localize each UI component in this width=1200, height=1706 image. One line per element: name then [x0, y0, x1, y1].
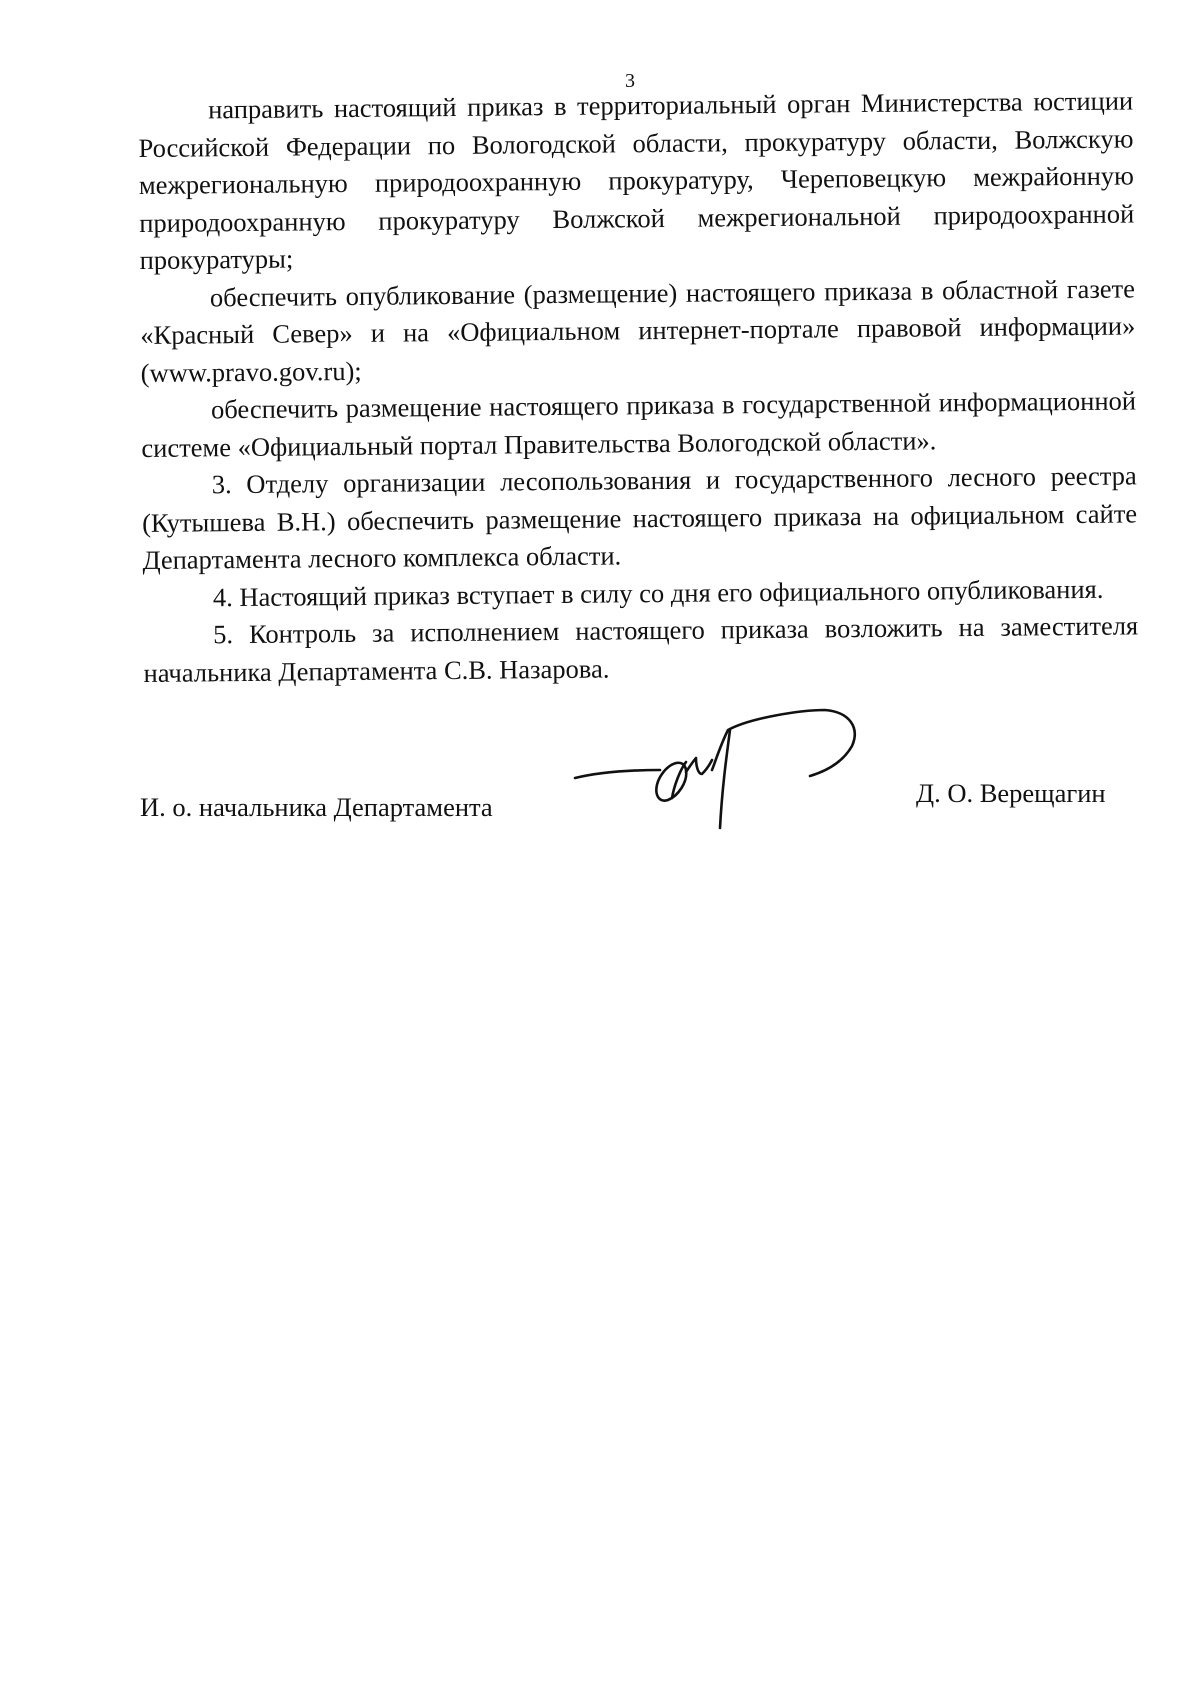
paragraph-item-5: 5. Контроль за исполнением настоящего приказа возложить на заместителя начальника Департамента С.В. Назарова.	[143, 610, 1139, 688]
paragraph-item-3: 3. Отделу организации лесопользования и государственного лесного реестра (Кутышева В.Н.) обеспечить размещение настоящего приказа на официальном сайте Департамента лесного комплекса области.	[141, 460, 1138, 575]
paragraph-send-order: направить настоящий приказ в территориальный орган Министерства юстиции Российской Федерации по Вологодской области, прокуратуру области, Волжскую межрегиональную природоохранную прокуратуру, Череповецкую межрайонную природоохранную прокуратуру Волжской межрегиональной природоохранной прокуратуры;	[138, 85, 1135, 275]
document-body	[138, 82, 1139, 692]
paragraph-publication: обеспечить опубликование (размещение) настоящего приказа в областной газете «Красный Север» и на «Официальном интернет-портале правовой информации» (www.pravo.gov.ru);	[140, 272, 1136, 388]
page-number: 3	[625, 70, 635, 92]
handwritten-signature	[560, 700, 920, 840]
signature-block	[0, 700, 1200, 840]
paragraph-item-4: 4. Настоящий приказ вступает в силу со дня его официального опубликования.	[212, 573, 1104, 612]
signatory-position: И. о. начальника Департамента	[140, 792, 493, 822]
signatory-name: Д. О. Верещагин	[916, 778, 1106, 808]
paragraph-portal-placement: обеспечить размещение настоящего приказа в государственной информационной системе «Официальный портал Правительства Вологодской области».	[141, 385, 1137, 463]
